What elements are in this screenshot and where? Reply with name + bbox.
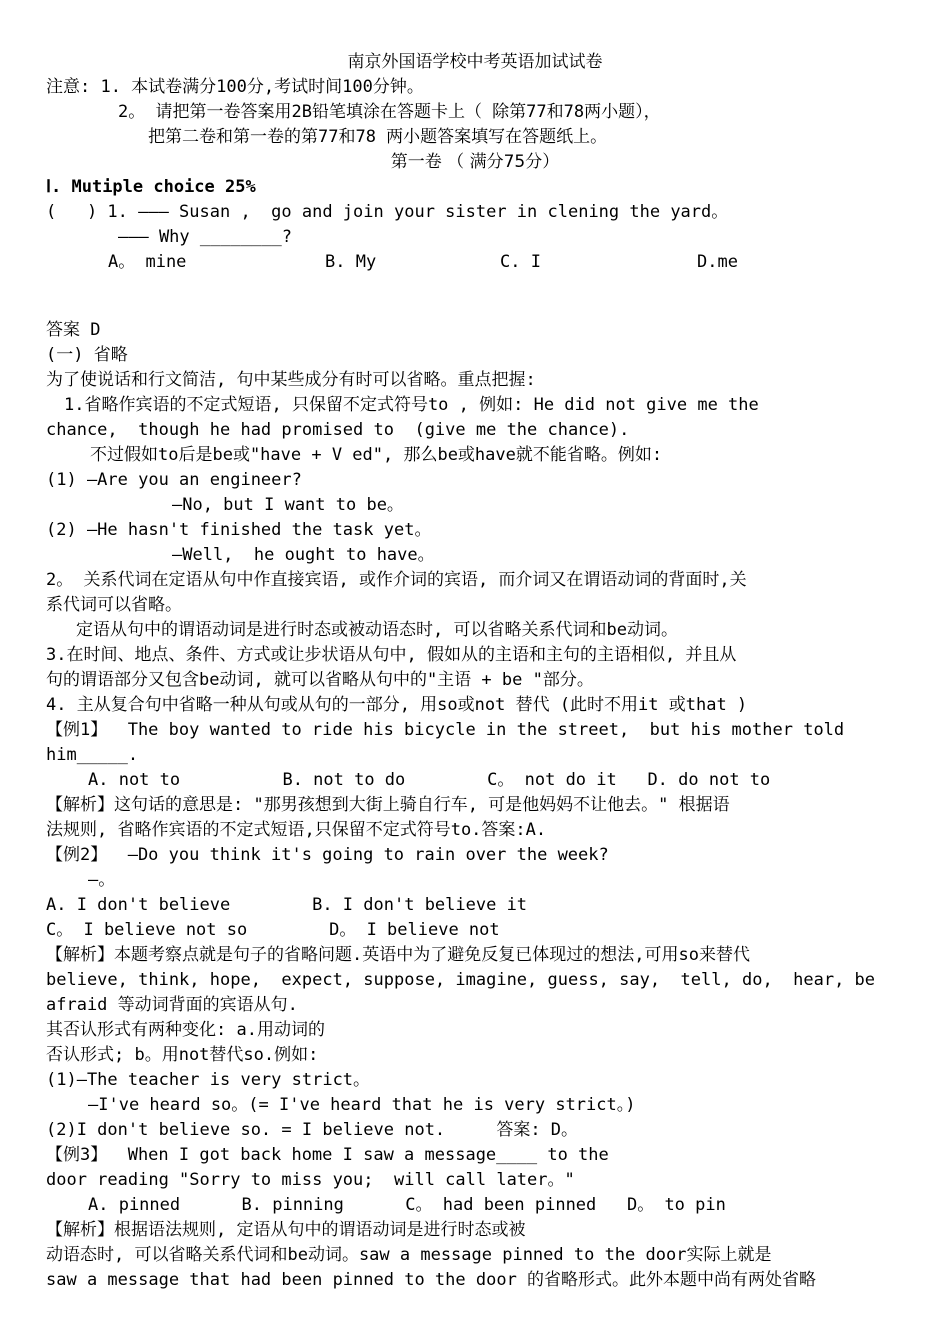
- text-line: 【例2】 —Do you think it's going to rain over the week?: [46, 845, 609, 865]
- text-line: 【例1】 The boy wanted to ride his bicycle in the street, but his mother told: [46, 720, 845, 740]
- note-line-2: 2。 请把第一卷答案用2B铅笔填涂在答题卡上（ 除第77和78两小题），: [118, 102, 661, 122]
- text-line: 法规则, 省略作宾语的不定式短语,只保留不定式符号to.答案:A.: [46, 820, 547, 840]
- text-line: 【解析】这句话的意思是: "那男孩想到大街上骑自行车, 可是他妈妈不让他去。" 根据语: [46, 795, 730, 815]
- text-line: 系代词可以省略。: [46, 595, 182, 615]
- text-line: chance, though he had promised to (give me the chance).: [46, 420, 630, 440]
- text-line: 4. 主从复合句中省略一种从句或从句的一部分, 用so或not 替代 (此时不用it 或that ): [46, 695, 748, 715]
- text-line: A. I don't believe B. I don't believe it: [46, 895, 528, 915]
- text-line: 【解析】根据语法规则, 定语从句中的谓语动词是进行时态或被: [46, 1220, 526, 1240]
- text-line: 为了使说话和行文简洁, 句中某些成分有时可以省略。重点把握:: [46, 370, 536, 390]
- text-line: (一) 省略: [46, 345, 128, 365]
- text-line: saw a message that had been pinned to the door 的省略形式。此外本题中尚有两处省略: [46, 1270, 817, 1290]
- text-line: (2) —He hasn't finished the task yet。: [46, 520, 432, 540]
- note-line-1: 注意: 1. 本试卷满分100分,考试时间100分钟。: [46, 77, 424, 97]
- option-a: A。 mine: [108, 252, 187, 272]
- question-1-stem: ( ) 1. ——— Susan , go and join your sister in clening the yard。: [46, 202, 729, 222]
- text-line: (1)—The teacher is very strict。: [46, 1070, 371, 1090]
- text-line: him_____.: [46, 745, 139, 765]
- text-line: (2)I don't believe so. = I believe not. 答案: D。: [46, 1120, 579, 1140]
- text-line: afraid 等动词背面的宾语从句.: [46, 995, 298, 1015]
- text-line: A. not to B. not to do C。 not do it D. do not to: [88, 770, 771, 790]
- text-line: 1.省略作宾语的不定式短语, 只保留不定式符号to , 例如: He did not give me the: [64, 395, 759, 415]
- text-line: 动语态时, 可以省略关系代词和be动词。saw a message pinned to the door实际上就是: [46, 1245, 772, 1265]
- text-line: 【解析】本题考察点就是句子的省略问题.英语中为了避免反复已体现过的想法,可用so来替代: [46, 945, 750, 965]
- text-line: —I've heard so。(= I've heard that he is very strict。): [88, 1095, 636, 1115]
- section-heading: Ⅰ. Mutiple choice 25%: [46, 177, 256, 197]
- text-line: 其否认形式有两种变化: a.用动词的: [46, 1020, 325, 1040]
- text-line: —。: [88, 870, 116, 890]
- text-line: 【例3】 When I got back home I saw a message____ to the: [46, 1145, 609, 1165]
- page-title: 南京外国语学校中考英语加试试卷: [347, 52, 603, 72]
- text-line: —No, but I want to be。: [172, 495, 404, 515]
- option-d: D.me: [697, 252, 738, 272]
- option-b: B. My: [325, 252, 377, 272]
- text-line: 句的谓语部分又包含be动词, 就可以省略从句中的"主语 + be "部分。: [46, 670, 594, 690]
- question-1-reply: ——— Why ________?: [118, 227, 292, 247]
- text-line: A. pinned B. pinning C。 had been pinned D。 to pin: [88, 1195, 726, 1215]
- text-line: 定语从句中的谓语动词是进行时态或被动语态时, 可以省略关系代词和be动词。: [76, 620, 678, 640]
- text-line: —Well, he ought to have。: [172, 545, 435, 565]
- text-line: C。 I believe not so D。 I believe not: [46, 920, 500, 940]
- text-line: door reading "Sorry to miss you; will call later。": [46, 1170, 575, 1190]
- note-line-3: 把第二卷和第一卷的第77和78 两小题答案填写在答题纸上。: [148, 127, 608, 147]
- text-line: (1) —Are you an engineer?: [46, 470, 302, 490]
- text-line: believe, think, hope, expect, suppose, imagine, guess, say, tell, do, hear, be: [46, 970, 876, 990]
- text-line: 2。 关系代词在定语从句中作直接宾语, 或作介词的宾语, 而介词又在谓语动词的背面时,关: [46, 570, 747, 590]
- option-c: C. I: [500, 252, 541, 272]
- part-title: 第一卷 （ 满分75分）: [390, 152, 560, 172]
- text-line: 不过假如to后是be或"have + V ed", 那么be或have就不能省略。例如:: [90, 445, 663, 465]
- answer-line: 答案 D: [46, 320, 101, 340]
- text-line: 3.在时间、地点、条件、方式或让步状语从句中, 假如从的主语和主句的主语相似, 并且从: [46, 645, 737, 665]
- text-line: 否认形式; b。用not替代so.例如:: [46, 1045, 319, 1065]
